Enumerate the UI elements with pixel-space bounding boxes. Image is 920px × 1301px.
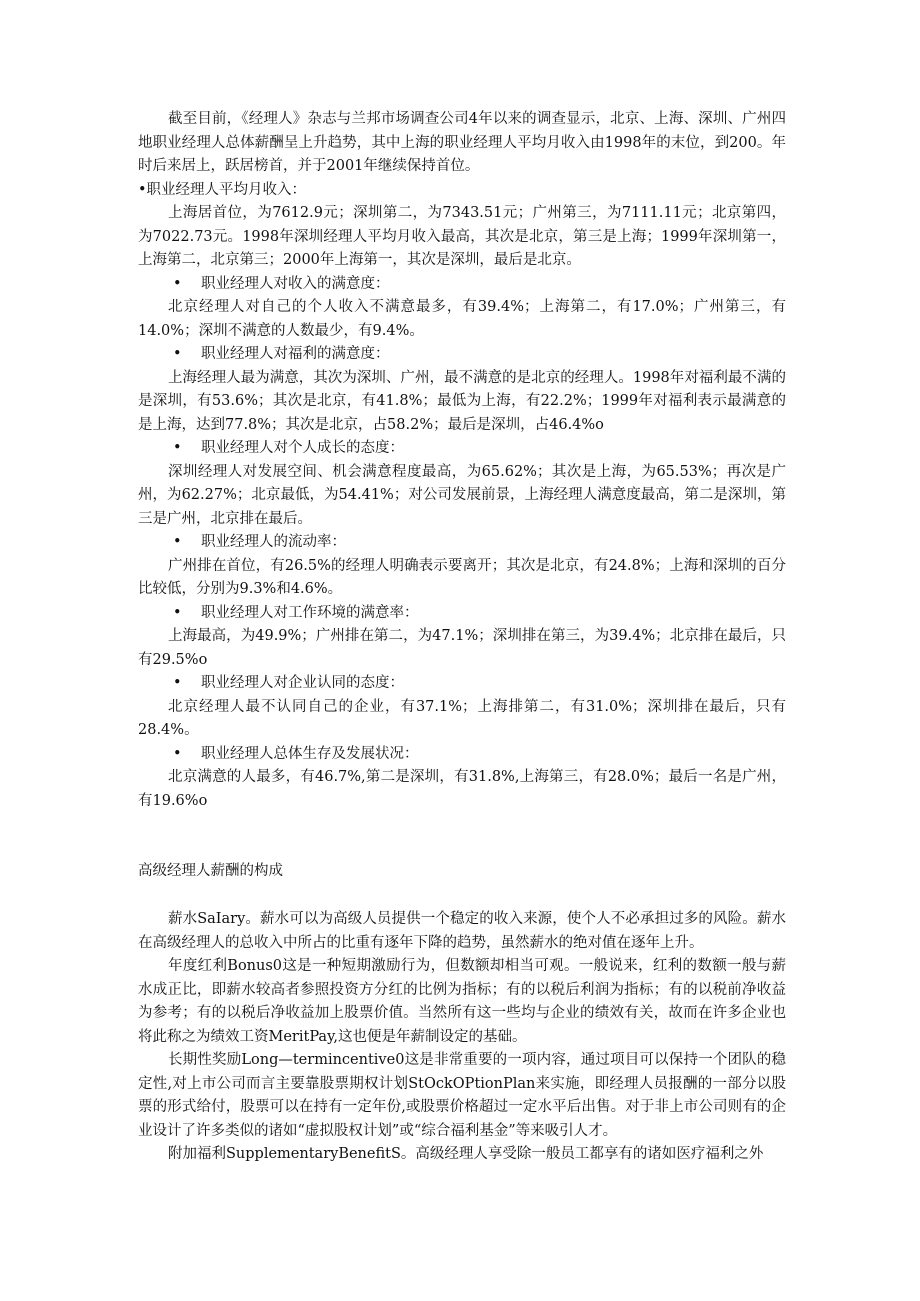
bullet-item [138,531,786,555]
bullet-dot: • [173,675,182,691]
section-heading: 高级经理人薪酬的构成 [138,863,283,879]
section-paragraph: 深圳经理人对发展空间、机会满意程度最高，为65.62%；其次是上海，为65.53%；再次是广州，为62.27%；北京最低，为54.41%；对公司发展前景，上海经理人满意度最高，第二是深圳，第三是广州，北京排在最后。 [138,463,786,527]
intro-paragraph: 截至目前，《经理人》杂志与兰邦市场调查公司4年以来的调查显示，北京、上海、深圳、广州四地职业经理人总体薪酬呈上升趋势，其中上海的职业经理人平均月收入由1998年的末位，到200。年时后来居上，跃居榜首，并于2001年继续保持首位。 [138,111,786,174]
compensation-section [138,908,786,1167]
bullet-item [138,672,786,696]
bullet-item [138,343,786,367]
survey-section [138,108,786,813]
section-paragraph: 上海经理人最为满意，其次为深圳、广州，最不满意的是北京的经理人。1998年对福利最不满的是深圳，有53.6%；其次是北京，有41.8%；最低为上海，有22.2%；1999年对福利表示最满意的是上海，达到77.8%；其次是北京，占58.2%；最后是深圳，占46.4%o [138,369,786,433]
bullet-title: 职业经理人对福利的满意度： [201,346,390,362]
bullet-dot: • [173,275,182,292]
bullet-item [138,743,786,767]
bullet-title: 职业经理人对个人成长的态度： [201,440,404,456]
bullet-dot: • [173,745,182,762]
bullet-dot: • [173,604,182,621]
section-paragraph: 上海最高，为49.9%；广州排在第二，为47.1%；深圳排在第三，为39.4%；北京排在最后，只有29.5%o [138,628,786,668]
bullet-item [138,437,786,461]
section-paragraph: 广州排在首位，有26.5%的经理人明确表示要离开；其次是北京，有24.8%；上海和深圳的百分比较低，分别为9.3%和4.6%。 [138,557,786,597]
bonus-paragraph: 年度红利Bonus0这是一种短期激励行为，但数额却相当可观。一般说来，红利的数额一般与薪水成正比，即薪水较高者参照投资方分红的比例为指标；有的以税后利润为指标；有的以税前净收益为参考；有的以税后净收益加上股票价值。当然所有这一些均与企业的绩效有关，故而在许多企业也将此称之为绩效工资MeritPay,这也便是年薪制设定的基础。 [138,958,786,1045]
bullet-item [138,602,786,626]
bullet-title: 职业经理人对收入的满意度： [201,275,390,292]
section-paragraph: 北京满意的人最多，有46.7%,第二是深圳，有31.8%,上海第三，有28.0%；最后一名是广州，有19.6%o [138,769,786,809]
section-paragraph: 北京经理人最不认同自己的企业，有37.1%；上海排第二，有31.0%；深圳排在最后，只有28.4%。 [138,698,786,738]
bullet-title: 职业经理人的流动率： [201,534,346,550]
bullet-item [138,273,786,297]
bullet-dot: • [173,440,182,456]
salary-paragraph: 薪水SaIary。薪水可以为高级人员提供一个稳定的收入来源，使个人不必承担过多的风险。薪水在高级经理人的总收入中所占的比重有逐年下降的趋势，虽然薪水的绝对值在逐年上升。 [138,911,786,951]
compensation-heading-block [138,860,786,884]
section-paragraph: 北京经理人对自己的个人收入不满意最多，有39.4%；上海第二，有17.0%；广州第三，有14.0%；深圳不满意的人数最少，有9.4%。 [138,299,786,339]
bullet-dot: • [173,534,182,550]
income-bullet: •职业经理人平均月收入： [138,181,307,198]
bullet-title: 职业经理人总体生存及发展状况： [201,745,419,762]
income-paragraph: 上海居首位，为7612.9元；深圳第二，为7343.51元；广州第三，为7111.11元；北京第四，为7022.73元。1998年深圳经理人平均月收入最高，其次是北京，第三是上海；1999年深圳第一，上海第二，北京第三；2000年上海第一，其次是深圳，最后是北京。 [138,205,786,268]
long-term-incentive-paragraph: 长期性奖励Long—termincentive0这是非常重要的一项内容，通过项目可以保持一个团队的稳定性,对上市公司而言主要靠股票期权计划StOckOPtionPlan来实施，即经理人员报酬的一部分以股票的形式给付，股票可以在持有一定年份,或股票价格超过一定水平后出售。对于非上市公司则有的企业设计了许多类似的诸如“虚拟股权计划”或“综合福利基金”等来吸引人才。 [138,1052,786,1139]
bullet-title: 职业经理人对工作环境的满意率： [201,604,419,621]
bullet-dot: • [173,346,182,362]
benefits-paragraph: 附加福利SupplementaryBenefitS。高级经理人享受除一般员工都享有的诸如医疗福利之外 [168,1146,764,1162]
bullet-title: 职业经理人对企业认同的态度： [201,675,404,691]
